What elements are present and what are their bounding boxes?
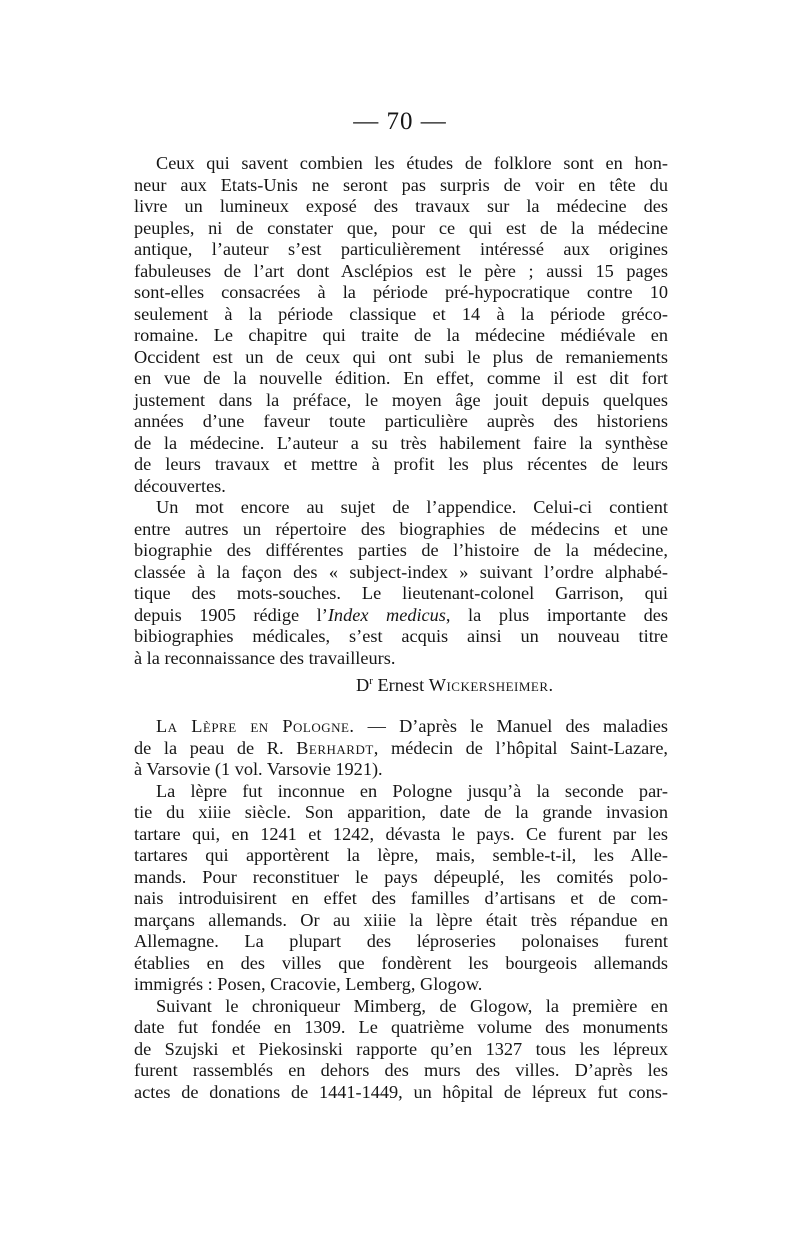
text-line: de leurs travaux et mettre à profit les plus récentes de leurs xyxy=(134,454,668,474)
text-line: Allemagne. La plupart des léproseries polonaises furent xyxy=(134,931,668,951)
text-line: en vue de la nouvelle édition. En effet, comme il est dit fort xyxy=(134,368,668,388)
text-fragment: , médecin de l’hôpital Saint-Lazare, xyxy=(373,737,669,758)
text-fragment: , la plus importante des xyxy=(445,604,668,625)
text-line: actes de donations de 1441-1449, un hôpital de lépreux fut cons- xyxy=(134,1081,668,1102)
text-line: livre un lumineux exposé des travaux sur la médecine des xyxy=(134,196,668,216)
text-line: années d’une faveur toute particulière auprès des historiens xyxy=(134,411,668,431)
signature-title-sup: r xyxy=(369,675,373,687)
text-fragment: — D’après le Manuel des maladies xyxy=(354,716,668,736)
section-gap xyxy=(134,692,668,716)
text-line: Suivant le chroniqueur Mimberg, de Glogow, la première en xyxy=(156,995,668,1016)
signature-first-name: Ernest xyxy=(372,675,429,696)
text-line: Occident est un de ceux qui ont subi le plus de remaniements xyxy=(134,346,668,367)
text-line: à Varsovie (1 vol. Varsovie 1921). xyxy=(134,759,383,779)
article-title: La Lèpre en Pologne. xyxy=(156,716,355,736)
text-line: neur aux Etats-Unis ne seront pas surpris de voir en tête du xyxy=(134,174,668,195)
text-line: romaine. Le chapitre qui traite de la médecine médiévale en xyxy=(134,325,668,345)
text-line: La lèpre fut inconnue en Pologne jusqu’à la seconde par- xyxy=(156,780,668,801)
page-number: — 70 — xyxy=(353,108,447,135)
text-line: fabuleuses de l’art dont Asclépios est le père ; aussi 15 pages xyxy=(134,260,668,281)
text-line: de Szujski et Piekosinski rapporte qu’en 1327 tous les lépreux xyxy=(134,1038,668,1059)
text-fragment: de la peau de R. xyxy=(134,737,297,758)
text-line: tie du xiiie siècle. Son apparition, date de la grande invasion xyxy=(134,802,668,822)
text-line: biographie des différentes parties de l’histoire de la médecine, xyxy=(134,540,668,560)
text-line: à la reconnaissance des travailleurs. xyxy=(134,647,396,668)
text-line: antique, l’auteur s’est particulièrement intéressé aux origines xyxy=(134,239,668,259)
author-name: Berhardt xyxy=(296,737,374,758)
text-line: de la médecine. L’auteur a su très habilement faire la synthèse xyxy=(134,432,668,453)
text-line: tartares qui apportèrent la lèpre, mais, semble-t-il, les Alle- xyxy=(134,845,668,865)
text-line: immigrés : Posen, Cracovie, Lemberg, Glogow. xyxy=(134,974,483,994)
text-line: justement dans la préface, le moyen âge jouit depuis quelques xyxy=(134,389,668,410)
text-line: seulement à la période classique et 14 à la période gréco- xyxy=(134,303,668,324)
text-line: sont-elles consacrées à la période pré-hypocratique contre 10 xyxy=(134,282,668,302)
text-line: découvertes. xyxy=(134,475,226,496)
text-line: établies en des villes que fondèrent les bourgeois allemands xyxy=(134,952,668,973)
text-line: classée à la façon des « subject-index » suivant l’ordre alphabé- xyxy=(134,561,668,582)
index-medicus-title: Index medicus xyxy=(327,604,446,625)
text-line: bibiographies médicales, s’est acquis ainsi un nouveau titre xyxy=(134,626,668,646)
text-line: Ceux qui savent combien les études de folklore sont en hon- xyxy=(156,153,668,173)
signature-title: D xyxy=(356,675,370,696)
text-line: tique des mots-souches. Le lieutenant-colonel Garrison, qui xyxy=(134,583,668,603)
text-line: tartare qui, en 1241 et 1242, dévasta le pays. Ce furent par les xyxy=(134,823,668,844)
text-line: peuples, ni de constater que, pour ce qui est de la médecine xyxy=(134,217,668,238)
signature-last-name: Wickersheimer. xyxy=(428,675,554,696)
text-line: marçans allemands. Or au xiiie la lèpre était très répandue en xyxy=(134,909,668,930)
text-fragment: depuis 1905 rédige l’ xyxy=(134,604,328,625)
text-line: entre autres un répertoire des biographies de médecins et une xyxy=(134,518,668,539)
text-line: mands. Pour reconstituer le pays dépeuplé, les comités polo- xyxy=(134,866,668,887)
text-line: furent rassemblés en dehors des murs des villes. D’après les xyxy=(134,1060,668,1080)
article-heading-line xyxy=(134,716,668,738)
book-review-section xyxy=(134,153,668,1103)
text-line: Un mot encore au sujet de l’appendice. Celui-ci contient xyxy=(156,497,668,517)
text-line: nais introduisirent en effet des familles d’artisans et de com- xyxy=(134,888,668,908)
text-line: date fut fondée en 1309. Le quatrième volume des monuments xyxy=(134,1017,668,1037)
text-line-index-medicus xyxy=(134,605,668,627)
text-line xyxy=(134,738,668,760)
review-signature xyxy=(134,670,668,696)
